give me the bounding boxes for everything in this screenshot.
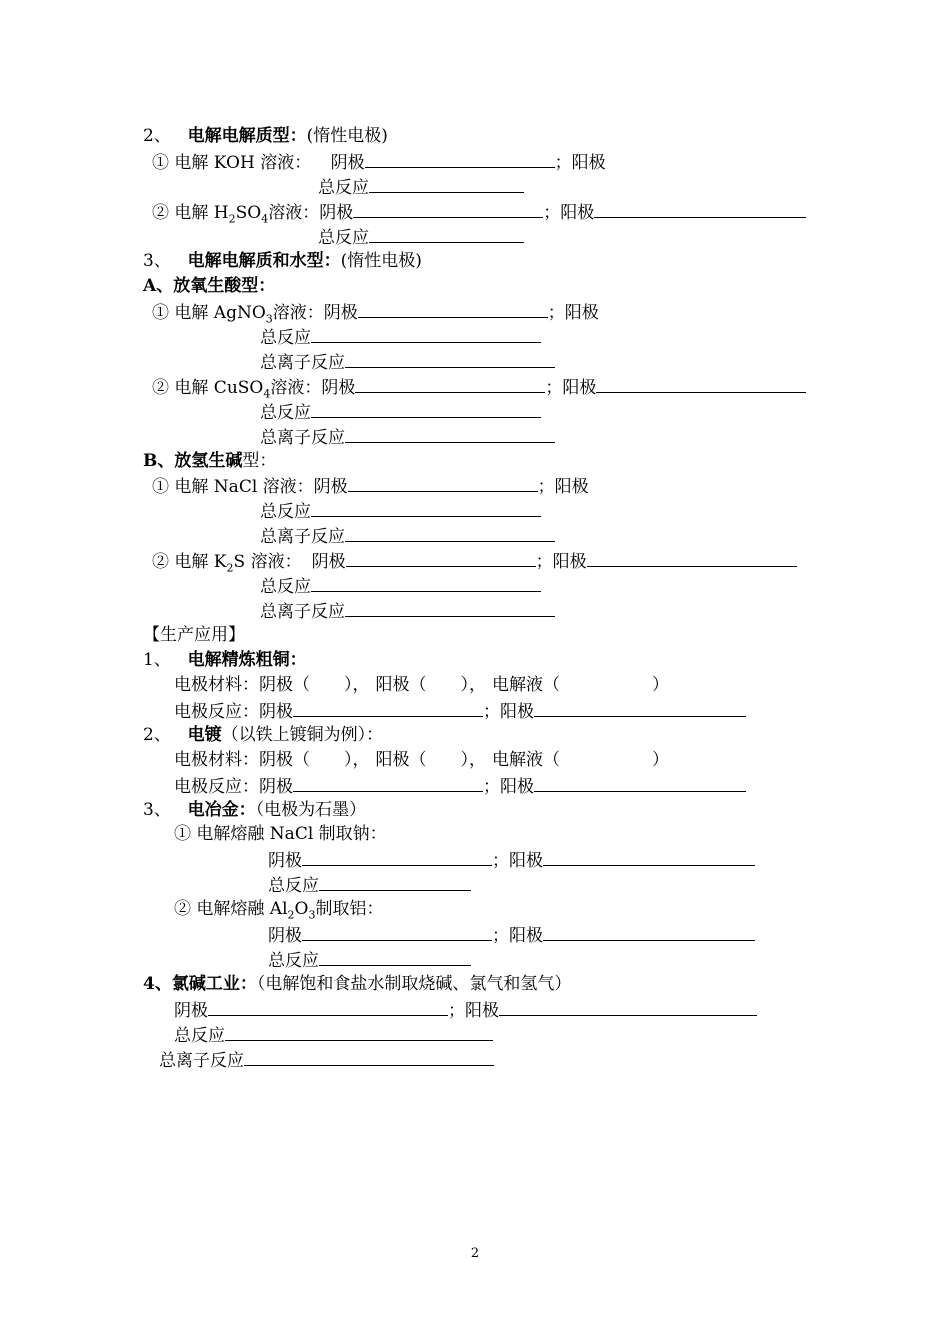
cuso4-ionic-line	[260, 425, 555, 447]
anode-blank[interactable]	[543, 848, 755, 866]
plating-reactions-line	[174, 774, 746, 796]
anode-blank[interactable]	[594, 200, 806, 218]
cathode-paren: 阴极（	[259, 750, 310, 770]
k2s-line	[152, 549, 797, 575]
metallurgy-heading	[143, 799, 366, 821]
reactions-label: 电极反应：	[174, 702, 259, 722]
al2o3-electrodes-line	[268, 923, 755, 945]
plating-materials-line	[174, 749, 669, 771]
electrolyte-paren: 电解液（	[492, 750, 560, 770]
anode-label: 阳极	[552, 552, 587, 572]
anode-label: 阳极	[509, 926, 543, 946]
anode-blank[interactable]	[499, 998, 757, 1016]
ionic-label: 总离子反应	[260, 428, 345, 448]
anode-label: 阳极	[560, 203, 595, 223]
refining-heading	[143, 649, 307, 671]
anode-label: 阳极	[465, 1001, 499, 1021]
anode-label: 阳极	[554, 477, 589, 497]
cathode-label: 阴极	[268, 851, 302, 871]
chlor-alkali-ionic-line	[159, 1048, 494, 1070]
separator: ；	[537, 477, 555, 497]
anode-blank[interactable]	[543, 923, 755, 941]
cathode-label: 阴极	[174, 1001, 208, 1021]
separator: ；	[492, 926, 509, 946]
agno3-line	[152, 300, 599, 326]
item-label-end: S 溶液：	[233, 552, 302, 572]
reactions-label: 电极反应：	[174, 777, 259, 797]
section-note: （电极为石墨）	[255, 800, 367, 820]
item-label-end: 制取铝：	[315, 899, 384, 919]
total-label: 总反应	[260, 403, 311, 423]
subscript: 3	[308, 908, 316, 922]
nacl-melt-line: ① 电解熔融 NaCl 制取钠：	[174, 824, 387, 844]
total-blank[interactable]	[311, 400, 541, 418]
total-label: 总反应	[174, 1026, 225, 1046]
subscript: 4	[263, 387, 271, 401]
item-label: ① 电解 AgNO	[152, 303, 266, 323]
koh-line	[152, 150, 606, 172]
total-blank[interactable]	[319, 873, 471, 891]
anode-blank[interactable]	[534, 699, 746, 717]
section-2-heading	[143, 125, 388, 147]
separator: ；	[535, 552, 553, 572]
total-label: 总反应	[268, 876, 319, 896]
ionic-label: 总离子反应	[260, 353, 345, 373]
cuso4-total-line	[260, 400, 541, 422]
cathode-blank[interactable]	[293, 699, 483, 717]
agno3-ionic-line	[260, 350, 555, 372]
section-title: 4、氯碱工业：	[143, 974, 257, 994]
cathode-blank[interactable]	[358, 300, 548, 318]
cathode-blank[interactable]	[355, 375, 545, 393]
cathode-label: 阴极	[313, 477, 348, 497]
item-label: ② 电解 H	[152, 203, 229, 223]
subscript: 3	[265, 312, 273, 326]
cathode-label: 阴极	[311, 552, 346, 572]
separator: ；	[483, 702, 500, 722]
cathode-label: 阴极	[330, 153, 365, 173]
anode-blank[interactable]	[596, 375, 806, 393]
materials-label: 电极材料：	[174, 675, 259, 695]
separator: ；	[492, 851, 509, 871]
section-note: （电解饱和食盐水制取烧碱、氯气和氢气）	[256, 974, 572, 994]
item-label: ② 电解 CuSO	[152, 378, 264, 398]
anode-blank[interactable]	[534, 774, 746, 792]
paren-close: ），	[460, 675, 486, 695]
total-blank[interactable]	[369, 175, 524, 193]
production-heading: 【生产应用】	[143, 625, 245, 645]
cathode-blank[interactable]	[346, 549, 536, 567]
cathode-blank[interactable]	[348, 474, 538, 492]
cathode-label: 阴极	[319, 203, 354, 223]
k2s-total-line	[260, 574, 541, 596]
total-blank[interactable]	[311, 325, 541, 343]
cuso4-line	[152, 375, 806, 401]
anode-label: 阳极	[564, 303, 599, 323]
type-b-suffix: 型：	[242, 451, 277, 471]
ionic-label: 总离子反应	[260, 527, 345, 547]
chlor-alkali-total-line	[174, 1023, 493, 1045]
ionic-blank[interactable]	[345, 524, 555, 542]
total-blank[interactable]	[311, 499, 541, 517]
section-title: 电解精炼粗铜：	[187, 650, 307, 670]
paren-close: ），	[460, 750, 486, 770]
item-label: ② 电解熔融 Al	[174, 899, 288, 919]
koh-total-line	[318, 175, 524, 197]
section-title: 电解电解质型：	[187, 126, 307, 146]
anode-paren: 阳极（	[375, 750, 427, 770]
paren-close: ），	[344, 675, 370, 695]
cathode-blank[interactable]	[353, 200, 543, 218]
refining-reactions-line	[174, 699, 746, 721]
nacl-line	[152, 474, 589, 496]
total-blank[interactable]	[225, 1023, 493, 1041]
separator: ；	[545, 378, 563, 398]
section-title: 电冶金：	[187, 800, 256, 820]
al2o3-total-line	[268, 948, 471, 970]
item-label-end: 溶液：	[272, 303, 324, 323]
separator: ；	[448, 1001, 465, 1021]
anode-label: 阳极	[509, 851, 543, 871]
separator: ；	[483, 777, 500, 797]
total-blank[interactable]	[319, 948, 471, 966]
section-number: 3、	[143, 251, 171, 271]
ionic-blank[interactable]	[345, 425, 555, 443]
section-number: 3、	[143, 800, 171, 820]
ionic-blank[interactable]	[345, 350, 555, 368]
subscript: 2	[228, 212, 236, 226]
section-3-heading	[143, 250, 422, 272]
anode-label: 阳极	[500, 777, 534, 797]
type-b-heading	[143, 450, 276, 472]
nacl-melt-electrodes-line	[268, 848, 755, 870]
item-label-end: 溶液：	[268, 203, 320, 223]
paren-close: ）	[652, 750, 669, 770]
total-label: 总反应	[260, 502, 311, 522]
subscript: 2	[226, 561, 234, 575]
refining-materials-line	[174, 674, 669, 696]
section-number: 2、	[143, 725, 171, 745]
item-label-end: 溶液：	[270, 378, 322, 398]
total-label: 总反应	[318, 178, 369, 198]
cathode-label: 阴极	[323, 303, 358, 323]
section-number: 1、	[143, 650, 171, 670]
chlor-alkali-heading	[143, 973, 571, 995]
page-number: 2	[470, 1246, 480, 1261]
item-label: ① 电解 KOH 溶液：	[152, 153, 312, 173]
cathode-paren: 阴极（	[259, 675, 310, 695]
electrolyte-paren: 电解液（	[492, 675, 560, 695]
h2so4-line	[152, 200, 806, 226]
separator: ；	[547, 303, 565, 323]
nacl-total-line	[260, 499, 541, 521]
cathode-blank[interactable]	[302, 848, 492, 866]
total-blank[interactable]	[311, 574, 541, 592]
item-label: ① 电解 NaCl 溶液：	[152, 477, 314, 497]
anode-label: 阳极	[562, 378, 597, 398]
cathode-blank[interactable]	[293, 774, 483, 792]
cathode-label: 阴极	[321, 378, 356, 398]
ionic-label: 总离子反应	[260, 602, 345, 622]
total-blank[interactable]	[369, 225, 524, 243]
section-note: (惰性电极)	[340, 251, 422, 271]
agno3-total-line	[260, 325, 541, 347]
h2so4-total-line	[318, 225, 524, 247]
cathode-blank[interactable]	[365, 150, 555, 168]
nacl-melt-total-line	[268, 873, 471, 895]
anode-label: 阳极	[500, 702, 534, 722]
ionic-label: 总离子反应	[159, 1051, 244, 1071]
subscript: 4	[261, 212, 269, 226]
total-label: 总反应	[260, 328, 311, 348]
ionic-blank[interactable]	[345, 599, 555, 617]
item-label: ② 电解 K	[152, 552, 227, 572]
paren-close: ）	[652, 675, 669, 695]
section-title: 电解电解质和水型：	[187, 251, 341, 271]
total-label: 总反应	[318, 228, 369, 248]
cathode-label: 阴极	[259, 777, 293, 797]
cathode-blank[interactable]	[302, 923, 492, 941]
cathode-label: 阴极	[268, 926, 302, 946]
section-note: (惰性电极)	[306, 126, 388, 146]
anode-label: 阳极	[571, 153, 606, 173]
k2s-ionic-line	[260, 599, 555, 621]
type-b-title: B、放氢生碱	[143, 451, 243, 471]
separator: ；	[543, 203, 561, 223]
section-note: （以铁上镀铜为例）：	[221, 725, 384, 745]
type-a-heading: A、放氧生酸型：	[143, 276, 276, 296]
al2o3-line	[174, 898, 383, 920]
paren-close: ），	[344, 750, 370, 770]
ionic-blank[interactable]	[244, 1048, 494, 1066]
total-label: 总反应	[260, 577, 311, 597]
item-label-mid: SO	[235, 203, 262, 223]
separator: ；	[554, 153, 572, 173]
cathode-label: 阴极	[259, 702, 293, 722]
subscript: 2	[287, 908, 295, 922]
cathode-blank[interactable]	[208, 998, 448, 1016]
anode-paren: 阳极（	[375, 675, 427, 695]
section-number: 2、	[143, 126, 171, 146]
total-label: 总反应	[268, 951, 319, 971]
plating-heading	[143, 724, 383, 746]
item-label-mid: O	[294, 899, 309, 919]
materials-label: 电极材料：	[174, 750, 259, 770]
section-title: 电镀	[187, 725, 222, 745]
nacl-ionic-line	[260, 524, 555, 546]
anode-blank[interactable]	[587, 549, 797, 567]
chlor-alkali-electrodes-line	[174, 998, 757, 1020]
